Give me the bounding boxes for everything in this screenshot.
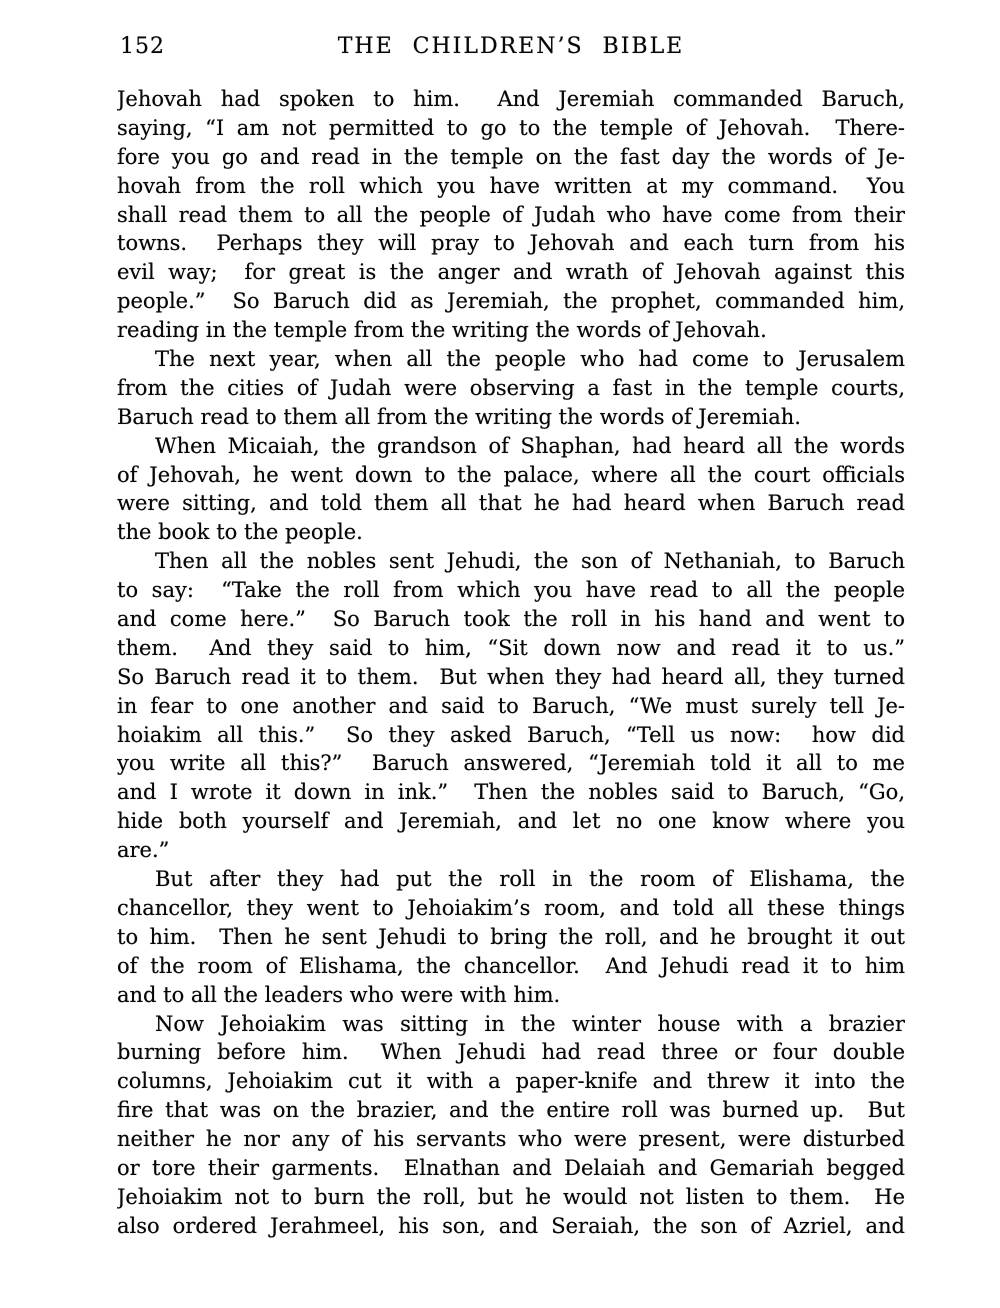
text-line: towns. Perhaps they will pray to Jehovah and each turn from his bbox=[117, 231, 905, 256]
text-line: evil way; for great is the anger and wrath of Jehovah against this bbox=[117, 260, 905, 285]
text-line: and I wrote it down in ink.” Then the nobles said to Baruch, “Go, bbox=[117, 780, 905, 805]
text-line: So Baruch read it to them. But when they had heard all, they turned bbox=[117, 664, 905, 689]
text-line: of the room of Elishama, the chancellor. And Jehudi read it to him bbox=[117, 953, 905, 978]
text-line: chancellor, they went to Jehoiakim’s room, and told all these things bbox=[117, 895, 905, 920]
paragraph bbox=[117, 85, 905, 345]
text-line: Jehoiakim not to burn the roll, but he would not listen to them. He bbox=[117, 1184, 905, 1209]
text-line: But after they had put the roll in the room of Elishama, the bbox=[155, 867, 905, 892]
text-line: hide both yourself and Jeremiah, and let no one know where you bbox=[117, 809, 905, 834]
running-title: THE CHILDREN’S BIBLE bbox=[337, 34, 685, 59]
text-line: from the cities of Judah were observing a fast in the temple courts, bbox=[117, 375, 905, 400]
page-body bbox=[117, 85, 905, 1241]
paragraph bbox=[117, 865, 905, 1009]
text-line: Then all the nobles sent Jehudi, the son of Nethaniah, to Baruch bbox=[155, 549, 905, 574]
page-content bbox=[117, 33, 905, 1241]
text-line: burning before him. When Jehudi had read three or four double bbox=[117, 1040, 905, 1065]
text-line: the book to the people. bbox=[117, 520, 363, 545]
text-line: are.” bbox=[117, 838, 170, 863]
text-line: saying, “I am not permitted to go to the temple of Jehovah. There- bbox=[117, 115, 905, 140]
text-line: them. And they said to him, “Sit down now and read it to us.” bbox=[117, 635, 905, 660]
text-line: hovah from the roll which you have written at my command. You bbox=[117, 173, 905, 198]
paragraph bbox=[117, 547, 905, 865]
text-line: fire that was on the brazier, and the entire roll was burned up. But bbox=[117, 1098, 905, 1123]
text-line: and to all the leaders who were with him. bbox=[117, 982, 561, 1007]
text-line: in fear to one another and said to Baruch, “We must surely tell Je- bbox=[117, 693, 905, 718]
text-line: and come here.” So Baruch took the roll in his hand and went to bbox=[117, 607, 905, 632]
paragraph bbox=[117, 1010, 905, 1241]
page-header bbox=[117, 33, 905, 61]
text-line: to say: “Take the roll from which you have read to all the people bbox=[117, 578, 905, 603]
text-line: people.” So Baruch did as Jeremiah, the prophet, commanded him, bbox=[117, 289, 905, 314]
text-line: to him. Then he sent Jehudi to bring the roll, and he brought it out bbox=[117, 924, 905, 949]
page-number: 152 bbox=[120, 34, 165, 59]
text-line: fore you go and read in the temple on the fast day the words of Je- bbox=[117, 144, 905, 169]
paragraph bbox=[117, 345, 905, 432]
text-line: shall read them to all the people of Judah who have come from their bbox=[117, 202, 905, 227]
text-line: also ordered Jerahmeel, his son, and Seraiah, the son of Azriel, and bbox=[117, 1213, 905, 1238]
text-line: neither he nor any of his servants who were present, were disturbed bbox=[117, 1127, 905, 1152]
text-line: Jehovah had spoken to him. And Jeremiah commanded Baruch, bbox=[117, 87, 905, 111]
text-line: When Micaiah, the grandson of Shaphan, had heard all the words bbox=[155, 433, 905, 458]
text-line: or tore their garments. Elnathan and Delaiah and Gemariah begged bbox=[117, 1155, 905, 1180]
paragraph bbox=[117, 432, 905, 548]
text-line: were sitting, and told them all that he had heard when Baruch read bbox=[117, 491, 905, 516]
text-line: of Jehovah, he went down to the palace, where all the court officials bbox=[117, 462, 905, 487]
text-line: Now Jehoiakim was sitting in the winter house with a brazier bbox=[155, 1011, 905, 1036]
text-line: hoiakim all this.” So they asked Baruch, “Tell us now: how did bbox=[117, 722, 905, 747]
text-line: The next year, when all the people who had come to Jerusalem bbox=[155, 347, 905, 372]
text-line: Baruch read to them all from the writing the words of Jeremiah. bbox=[117, 404, 801, 429]
text-line: you write all this?” Baruch answered, “Jeremiah told it all to me bbox=[117, 751, 905, 776]
text-line: reading in the temple from the writing the words of Jehovah. bbox=[117, 318, 767, 343]
text-line: columns, Jehoiakim cut it with a paper-knife and threw it into the bbox=[117, 1069, 905, 1094]
